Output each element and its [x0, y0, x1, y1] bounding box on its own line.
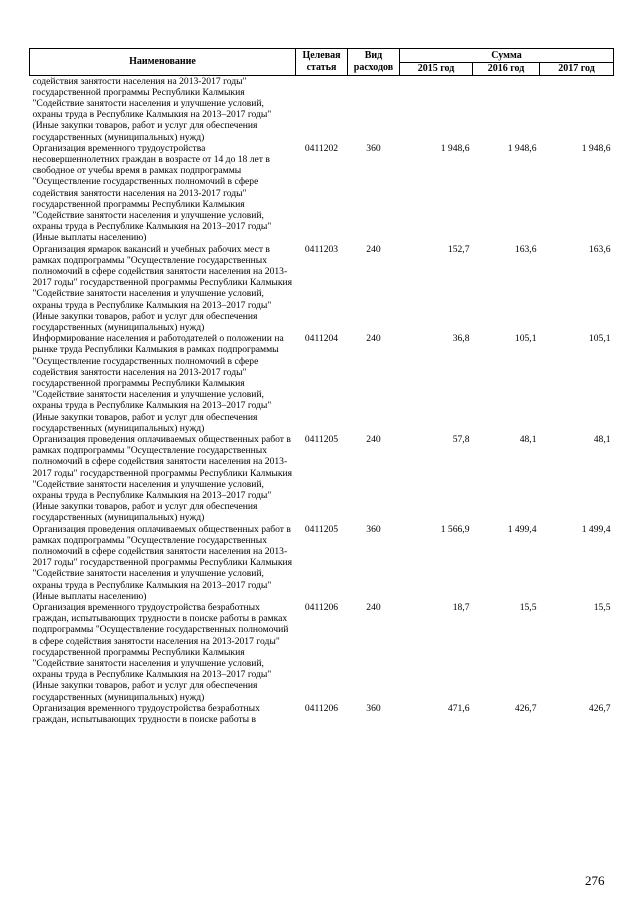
- amount-2016: 15,5: [519, 602, 537, 614]
- amount-2016: 426,7: [514, 702, 537, 714]
- amount-2015: 152,7: [447, 243, 470, 255]
- column-header-code: Целевая статья: [296, 49, 348, 76]
- item-name: Информирование населения и работодателей о положении на рынке труда Республики Калмыкия в рамках подпрограммы "Осуществление государственных полномочий в сфере содействия занятости населения на 2013-2017 годы" государственной программы Республики Калмыкия "Содействие занятости населения и улучшение условий, охраны труда в Республике Калмыкия на 2013–2017 годы"(Иные закупки товаров, работ и услуг для обеспечения государственных (муниципальных) нужд): [32, 333, 284, 434]
- amount-2015: 18,7: [452, 602, 470, 614]
- item-name: Организация временного трудоустройства безработных граждан, испытывающих трудности в поиске работы в рамках подпрограммы "Осуществление государственных полномочий в сфере содействия занятости населения на 2013-2017 годы" государственной программы Республики Калмыкия "Содействие занятости населения и улучшение условий, охраны труда в Республике Калмыкия на 2013–2017 годы"(Иные закупки товаров, работ и услуг для обеспечения государственных (муниципальных) нужд): [32, 602, 289, 703]
- expense-type: 240: [366, 333, 381, 345]
- expense-type: 240: [366, 602, 381, 614]
- amount-2016: 1 499,4: [507, 523, 537, 535]
- column-header-kind: Вид расходов: [348, 49, 400, 76]
- table-body: [30, 75, 614, 725]
- table-row: [30, 703, 614, 725]
- amount-2017: 1 499,4: [581, 523, 611, 535]
- table-row: [30, 244, 614, 334]
- amount-2017: 1 948,6: [581, 142, 611, 154]
- item-name: Организация ярмарок вакансий и учебных рабочих мест в рамках подпрограммы "Осуществление государственных полномочий в сфере содействия занятости населения на 2013-2017 годы" государственной программы Республики Калмыкия "Содействие занятости населения и улучшение условий, охраны труда в Республике Калмыкия на 2013–2017 годы"(Иные закупки товаров, работ и услуг для обеспечения государственных (муниципальных) нужд): [32, 243, 293, 333]
- target-article: 0411205: [304, 523, 339, 535]
- target-article: 0411204: [304, 333, 339, 345]
- expense-type: 360: [366, 142, 381, 154]
- target-article: 0411205: [304, 434, 339, 445]
- table-header: [30, 49, 614, 76]
- amount-2017: 426,7: [588, 702, 611, 714]
- target-article: 0411203: [304, 243, 339, 255]
- item-name: Организация временного трудоустройства безработных граждан, испытывающих трудности в поиске работы в: [32, 702, 260, 726]
- table-row: [30, 143, 614, 244]
- amount-2015: 36,8: [452, 333, 470, 345]
- amount-2016: 105,1: [514, 333, 537, 345]
- amount-2016: 48,1: [519, 434, 537, 445]
- column-header-year-2015: 2015 год: [400, 63, 473, 76]
- target-article: 0411206: [304, 702, 339, 714]
- target-article: 0411202: [304, 142, 339, 154]
- expense-type: [348, 75, 400, 143]
- amount-2016: 1 948,6: [507, 142, 537, 154]
- column-header-year-2017: 2017 год: [540, 63, 614, 76]
- table-row: [30, 524, 614, 602]
- amount-2016: [473, 75, 540, 143]
- table-row: [30, 434, 614, 524]
- column-header-year-2016: 2016 год: [473, 63, 540, 76]
- budget-table: [29, 48, 614, 725]
- amount-2017: 105,1: [588, 333, 611, 345]
- expense-type: 240: [366, 243, 381, 255]
- item-name: содействия занятости населения на 2013-2017 годы" государственной программы Республики Калмыкия "Содействие занятости населения и улучшение условий, охраны труда в Республике Калмыкия на 2013–2017 годы"(Иные закупки товаров, работ и услуг для обеспечения государственных (муниципальных) нужд): [32, 75, 272, 143]
- table-row: [30, 75, 614, 143]
- column-header-name: Наименование: [30, 49, 296, 76]
- target-article: [296, 75, 348, 143]
- item-name: Организация временного трудоустройства несовершеннолетних граждан в возрасте от 14 до 18 лет в свободное от учебы время в рамках подпрограммы "Осуществление государственных полномочий в сфере содействия занятости населения на 2013-2017 годы" государственной программы Республики Калмыкия "Содействие занятости населения и улучшение условий, охраны труда в Республике Калмыкия на 2013–2017 годы"(Иные выплаты населению): [32, 142, 272, 244]
- item-name: Организация проведения оплачиваемых общественных работ в рамках подпрограммы "Осуществление государственных полномочий в сфере содействия занятости населения на 2013-2017 годы" государственной программы Республики Калмыкия "Содействие занятости населения и улучшение условий, охраны труда в Республике Калмыкия на 2013–2017 годы"(Иные закупки товаров, работ и услуг для обеспечения государственных (муниципальных) нужд): [32, 434, 293, 524]
- amount-2015: 471,6: [447, 702, 470, 714]
- column-header-sum: Сумма: [400, 49, 614, 63]
- amount-2016: 163,6: [514, 243, 537, 255]
- expense-type: 360: [366, 702, 381, 714]
- amount-2017: 163,6: [588, 243, 611, 255]
- amount-2015: 1 566,9: [440, 523, 470, 535]
- target-article: 0411206: [304, 602, 339, 614]
- amount-2015: 57,8: [452, 434, 470, 445]
- amount-2017: [540, 75, 614, 143]
- amount-2017: 15,5: [593, 602, 611, 614]
- item-name: Организация проведения оплачиваемых общественных работ в рамках подпрограммы "Осуществление государственных полномочий в сфере содействия занятости населения на 2013-2017 годы" государственной программы Республики Калмыкия "Содействие занятости населения и улучшение условий, охраны труда в Республике Калмыкия на 2013–2017 годы"(Иные выплаты населению): [32, 523, 293, 602]
- amount-2015: [400, 75, 473, 143]
- amount-2017: 48,1: [593, 434, 611, 445]
- expense-type: 360: [366, 523, 381, 535]
- amount-2015: 1 948,6: [440, 142, 470, 154]
- page-number: 276: [585, 873, 605, 888]
- table-row: [30, 333, 614, 434]
- table-row: [30, 602, 614, 703]
- expense-type: 240: [366, 434, 381, 445]
